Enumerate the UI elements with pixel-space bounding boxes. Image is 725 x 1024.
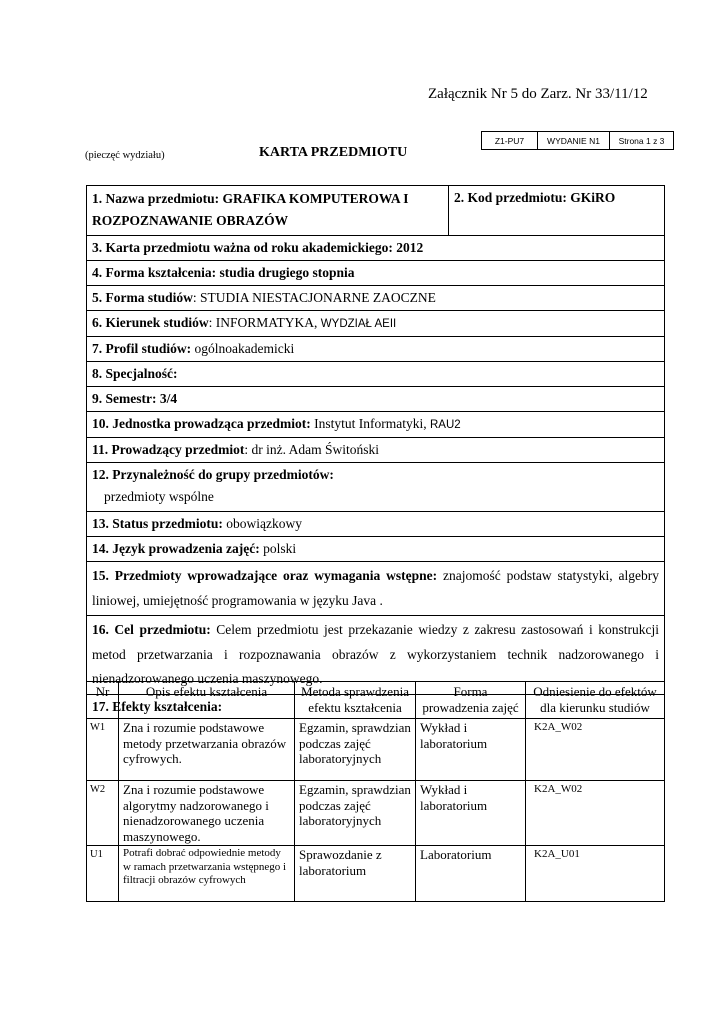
course-code: 2. Kod przedmiotu: GKiRO	[449, 186, 665, 236]
unit-value: Instytut Informatyki,	[310, 416, 430, 431]
outcome-form: Wykład i laboratorium	[416, 719, 526, 781]
outcome-desc: Zna i rozumie podstawowe algorytmy nadzorowanego i nienadzorowanego uczenia maszynowego.	[119, 781, 295, 846]
course-status-row	[87, 512, 665, 537]
table-row	[87, 846, 665, 902]
outcome-nr: U1	[87, 846, 119, 902]
course-goal-label: 16. Cel przedmiotu:	[92, 622, 211, 637]
table-row	[87, 781, 665, 846]
outcome-ref: K2A_U01	[526, 846, 665, 902]
prerequisites-label: 15. Przedmioty wprowadzające oraz wymagania wstępne:	[92, 568, 438, 583]
outcome-desc: Zna i rozumie podstawowe metody przetwarzania obrazów cyfrowych.	[119, 719, 295, 781]
doc-edition: WYDANIE N1	[538, 132, 610, 150]
study-profile-label: 7. Profil studiów:	[92, 341, 192, 356]
outcome-method: Sprawozdanie z laboratorium	[295, 846, 416, 902]
course-status-value: obowiązkowy	[222, 516, 302, 531]
study-form-row	[87, 286, 665, 311]
lecturer-label: 11. Prowadzący przedmiot	[92, 442, 245, 457]
unit-label: 10. Jednostka prowadząca przedmiot:	[92, 416, 311, 431]
col-form-header: Forma prowadzenia zajęć	[416, 682, 526, 719]
outcome-form: Wykład i laboratorium	[416, 781, 526, 846]
course-group-row	[87, 463, 665, 512]
learning-outcomes-heading: 17. Efekty kształcenia:	[87, 694, 665, 719]
course-status-label: 13. Status przedmiotu:	[92, 516, 223, 531]
unit-code: RAU2	[429, 419, 461, 431]
outcome-form: Laboratorium	[416, 846, 526, 902]
outcome-method: Egzamin, sprawdzian podczas zajęć laboratoryjnych	[295, 781, 416, 846]
language-label: 14. Język prowadzenia zajęć:	[92, 541, 260, 556]
course-goal-value: Celem przedmiotu jest przekazanie wiedzy z zakresu zastosowań i konstrukcji metod przetwarzania i rozpoznawania obrazów z wykorzystaniem technik nadzorowanego i nienadzorowanego uczenia maszynowego.	[92, 622, 659, 686]
course-group-label: 12. Przynależność do grupy przedmiotów:	[92, 467, 334, 482]
language-value: polski	[259, 541, 297, 556]
outcome-ref: K2A_W02	[526, 719, 665, 781]
semester: 9. Semestr: 3/4	[87, 387, 665, 412]
course-group-value: przedmioty wspólne	[104, 489, 214, 504]
education-form: 4. Forma kształcenia: studia drugiego stopnia	[87, 261, 665, 286]
field-of-study-value: : INFORMATYKA,	[208, 315, 321, 330]
study-profile-row	[87, 337, 665, 362]
table-row	[87, 719, 665, 781]
document-code-table	[481, 131, 674, 150]
study-form-label: 5. Forma studiów	[92, 290, 193, 305]
annex-reference: Załącznik Nr 5 do Zarz. Nr 33/11/12	[428, 86, 648, 102]
lecturer-value: : dr inż. Adam Świtoński	[244, 442, 379, 457]
field-of-study-label: 6. Kierunek studiów	[92, 315, 209, 330]
study-profile-value: ogólnoakademicki	[191, 341, 295, 356]
outcome-ref: K2A_W02	[526, 781, 665, 846]
outcome-desc: Potrafi dobrać odpowiednie metody w ramach przetwarzania wstępnego i filtracji obrazów cyfrowych	[119, 846, 295, 902]
language-row	[87, 537, 665, 562]
prerequisites-value: znajomość podstaw statystyki, algebry liniowej, umiejętność programowania w języku Java .	[92, 568, 659, 608]
doc-page: Strona 1 z 3	[610, 132, 674, 150]
outcome-method: Egzamin, sprawdzian podczas zajęć laboratoryjnych	[295, 719, 416, 781]
outcomes-header-row	[87, 682, 665, 719]
document-title: KARTA PRZEDMIOTU	[259, 145, 408, 160]
outcome-nr: W1	[87, 719, 119, 781]
course-name: 1. Nazwa przedmiotu: GRAFIKA KOMPUTEROWA I ROZPOZNAWANIE OBRAZÓW	[87, 186, 449, 236]
specialty: 8. Specjalność:	[87, 362, 665, 387]
col-ref-header: Odniesienie do efektów dla kierunku studiów	[526, 682, 665, 719]
learning-outcomes-table	[86, 681, 665, 902]
lecturer-row	[87, 438, 665, 463]
faculty-stamp-label: (pieczęć wydziału)	[85, 150, 165, 161]
doc-code: Z1-PU7	[482, 132, 538, 150]
valid-from-year: 3. Karta przedmiotu ważna od roku akademickiego: 2012	[87, 236, 665, 261]
unit-row	[87, 412, 665, 438]
col-nr-header: Nr	[87, 682, 119, 719]
prerequisites-row	[87, 562, 665, 616]
course-info-table	[86, 185, 665, 719]
field-of-study-row	[87, 311, 665, 337]
col-method-header: Metoda sprawdzenia efektu kształcenia	[295, 682, 416, 719]
outcome-nr: W2	[87, 781, 119, 846]
study-form-value: : STUDIA NIESTACJONARNE ZAOCZNE	[192, 290, 436, 305]
faculty-name: WYDZIAŁ AEII	[320, 318, 397, 330]
col-desc-header: Opis efektu kształcenia	[119, 682, 295, 719]
